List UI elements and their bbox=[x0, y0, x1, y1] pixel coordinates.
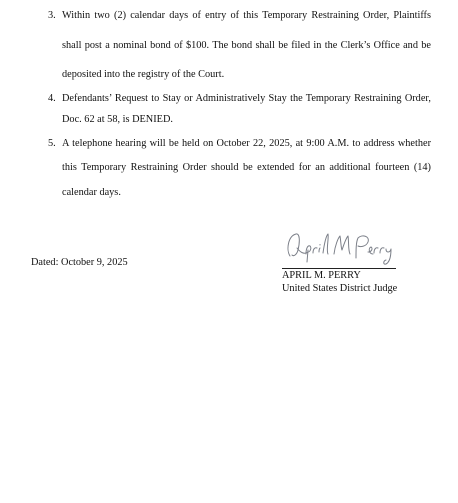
item-text-line: shall post a nominal bond of $100. The bond shall be filed in the Clerk’s Office and be bbox=[62, 40, 431, 51]
signature-rule bbox=[282, 268, 396, 269]
item-number: 5. bbox=[48, 138, 56, 149]
item-text-line: this Temporary Restraining Order should be extended for an additional fourteen (14) bbox=[62, 162, 431, 173]
handwritten-signature bbox=[282, 228, 400, 268]
item-text-line: Within two (2) calendar days of entry of this Temporary Restraining Order, Plaintiffs bbox=[62, 10, 431, 21]
item-text-line: deposited into the registry of the Court. bbox=[62, 69, 225, 80]
item-text-line: A telephone hearing will be held on October 22, 2025, at 9:00 A.M. to address whether bbox=[62, 138, 431, 149]
dated-line: Dated: October 9, 2025 bbox=[31, 257, 128, 268]
item-text-line: calendar days. bbox=[62, 187, 121, 198]
item-number: 4. bbox=[48, 93, 56, 104]
item-text-line: Doc. 62 at 58, is DENIED. bbox=[62, 114, 173, 125]
signer-title: United States District Judge bbox=[282, 283, 398, 294]
signer-name: APRIL M. PERRY bbox=[282, 270, 361, 281]
item-number: 3. bbox=[48, 10, 56, 21]
item-text-line: Defendants’ Request to Stay or Administratively Stay the Temporary Restraining Order, bbox=[62, 93, 431, 104]
